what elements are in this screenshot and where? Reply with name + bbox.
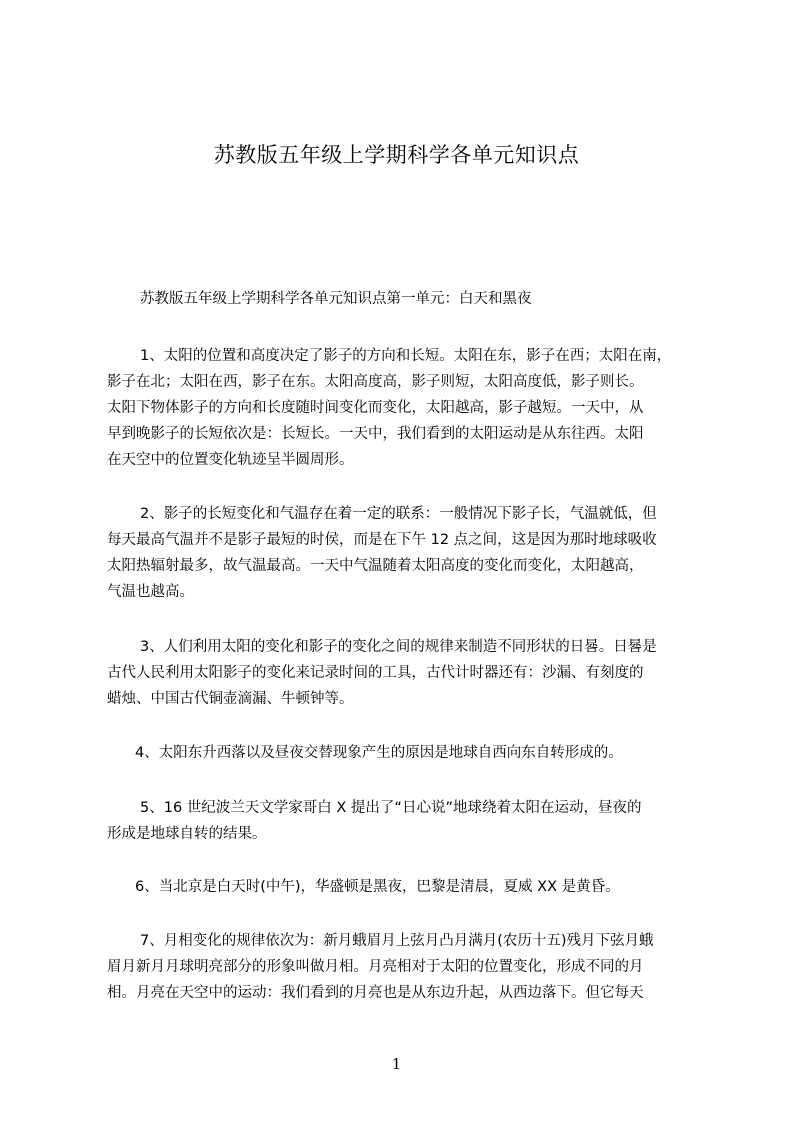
paragraph-2 — [107, 501, 719, 605]
paragraph-7 — [107, 928, 719, 1006]
paragraph-4 — [107, 740, 719, 766]
paragraph-line: 太阳热辐射最多，故气温最高。一天中气温随着太阳高度的变化而变化，太阳越高， — [107, 558, 644, 574]
paragraph-line: 蜡烛、中国古代铜壶滴漏、牛顿钟等。 — [107, 691, 354, 707]
paragraph-line: 气温也越高。 — [107, 584, 194, 600]
paragraph-line: 每天最高气温并不是影子最短的时侯，而是在下午 12 点之间，这是因为那时地球吸收 — [107, 532, 657, 548]
page-title: 苏教版五年级上学期科学各单元知识点 — [213, 143, 580, 167]
paragraph-line: 2、影子的长短变化和气温存在着一定的联系：一般情况下影子长，气温就低，但 — [140, 506, 657, 522]
paragraph-line: 5、16 世纪波兰天文学家哥白 X 提出了“日心说”地球绕着太阳在运动，昼夜的 — [140, 800, 642, 816]
paragraph-line: 古代人民利用太阳影子的变化来记录时间的工具，古代计时器还有：沙漏、有刻度的 — [107, 665, 644, 681]
paragraph-line: 7、月相变化的规律依次为：新月蛾眉月上弦月凸月满月(农历十五)残月下弦月蛾 — [140, 933, 654, 949]
paragraph-line: 在天空中的位置变化轨迹呈半圆周形。 — [107, 452, 354, 468]
paragraph-line: 早到晚影子的长短依次是：长短长。一天中，我们看到的太阳运动是从东往西。太阳 — [107, 426, 644, 442]
paragraph-line: 相。月亮在天空中的运动：我们看到的月亮也是从东边升起，从西边落下。但它每天 — [107, 985, 644, 1001]
unit-heading: 苏教版五年级上学期科学各单元知识点第一单元：白天和黑夜 — [140, 291, 532, 307]
paragraph-1 — [107, 343, 719, 473]
paragraph-line: 4、太阳东升西落以及昼夜交替现象产生的原因是地球自西向东自转形成的。 — [135, 745, 623, 761]
paragraph-line: 眉月新月月球明亮部分的形象叫做月相。月亮相对于太阳的位置变化，形成不同的月 — [107, 959, 644, 975]
paragraph-line: 1、太阳的位置和高度决定了影子的方向和长短。太阳在东，影子在西；太阳在南， — [140, 348, 672, 364]
paragraph-line: 3、人们利用太阳的变化和影子的变化之间的规律来制造不同形状的日晷。日晷是 — [140, 639, 657, 655]
paragraph-line: 太阳下物体影子的方向和长度随时间变化而变化，太阳越高，影子越短。一天中，从 — [107, 400, 644, 416]
paragraph-6 — [107, 874, 719, 900]
paragraph-line: 形成是地球自转的结果。 — [107, 826, 267, 842]
page-number: 1 — [391, 1055, 402, 1073]
paragraph-line: 6、当北京是白天时(中午)，华盛顿是黑夜，巴黎是清晨，夏威 XX 是黄昏。 — [135, 879, 620, 895]
paragraph-5 — [107, 795, 719, 847]
paragraph-3 — [107, 634, 719, 712]
paragraph-line: 影子在北；太阳在西，影子在东。太阳高度高，影子则短，太阳高度低，影子则长。 — [107, 374, 644, 390]
